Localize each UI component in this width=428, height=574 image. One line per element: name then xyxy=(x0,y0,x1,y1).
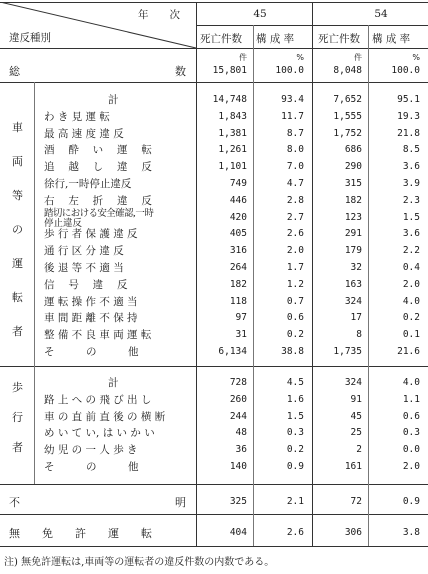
deaths-45: 749 xyxy=(229,178,247,189)
deaths-45: 97 xyxy=(235,312,247,324)
rule-after-pedestrians xyxy=(0,484,428,485)
deaths-45: 264 xyxy=(229,262,247,273)
category-header-label: 違反種別 xyxy=(9,32,51,44)
ratio-45: 1.7 xyxy=(286,262,304,273)
ratio-54: 0.3 xyxy=(402,427,420,439)
deaths-45: 182 xyxy=(229,278,247,290)
group-label-char: の xyxy=(12,223,23,236)
ratio-54: 1.1 xyxy=(402,393,420,405)
ratio-45: 0.2 xyxy=(286,329,304,341)
deaths-45: 244 xyxy=(229,410,247,422)
unlicensed-deaths-54: 306 xyxy=(344,527,362,538)
deaths-54: 7,652 xyxy=(333,94,362,105)
deaths-54: 291 xyxy=(344,228,362,240)
deaths-54: 161 xyxy=(344,461,362,472)
ratio-54: 2.0 xyxy=(402,278,420,290)
deaths-54: 123 xyxy=(344,211,362,223)
unlicensed-ratio-45: 2.6 xyxy=(286,527,304,538)
ratio-54: 0.1 xyxy=(402,329,420,341)
ratio-45: 0.6 xyxy=(286,312,304,324)
unknown-deaths-45: 325 xyxy=(229,496,247,507)
group-label-char: 歩 xyxy=(12,381,23,394)
unknown-deaths-54: 72 xyxy=(350,496,362,507)
unit-pct-54: % xyxy=(412,53,420,62)
ratio-54: 0.6 xyxy=(402,410,420,422)
ratio-54: 4.0 xyxy=(402,377,420,388)
deaths-45: 1,261 xyxy=(218,144,247,156)
ratio-45: 0.9 xyxy=(286,461,304,472)
row-label: 酒 酔 い 運 転 xyxy=(44,144,152,157)
deaths-45: 14,748 xyxy=(212,94,247,105)
row-label: そ の 他 xyxy=(44,461,139,473)
ratio-54-col-header: 構 成 率 xyxy=(372,33,411,45)
ratio-54: 21.8 xyxy=(397,127,420,139)
deaths-54: 163 xyxy=(344,278,362,290)
deaths-45: 420 xyxy=(229,211,247,223)
group-label-char: 者 xyxy=(12,325,23,338)
year-header-label: 年 次 xyxy=(138,9,180,21)
row-label: 整 備 不 良 車 両 運 転 xyxy=(44,329,152,342)
ratio-45: 4.7 xyxy=(286,178,304,189)
ratio-45: 1.5 xyxy=(286,410,304,422)
ratio-54: 3.9 xyxy=(402,178,420,189)
group-label-char: 転 xyxy=(12,291,23,304)
ratio-45: 2.8 xyxy=(286,194,304,206)
row-label-cont: 停止違反 xyxy=(44,217,83,229)
total-label-left: 総 xyxy=(9,65,20,78)
deaths-45: 446 xyxy=(229,194,247,206)
year-45-header: 45 xyxy=(253,8,267,20)
unknown-label-right: 明 xyxy=(175,496,186,509)
deaths-54: 315 xyxy=(344,178,362,189)
row-label: そ の 他 xyxy=(44,346,139,358)
row-label: 信 号 違 反 xyxy=(44,278,128,291)
deaths-45: 31 xyxy=(235,329,247,341)
unlicensed-label: 無 免 許 運 転 xyxy=(9,527,152,540)
ratio-54: 2.0 xyxy=(402,461,420,472)
deaths-54: 324 xyxy=(344,377,362,388)
ratio-54: 0.0 xyxy=(402,444,420,456)
deaths-45: 1,381 xyxy=(218,127,247,139)
row-label: め い て い, は い か い xyxy=(44,427,155,440)
deaths-45: 260 xyxy=(229,393,247,405)
row-label: 通 行 区 分 違 反 xyxy=(44,245,124,258)
deaths-45: 6,134 xyxy=(218,346,247,357)
ratio-45-col-header: 構 成 率 xyxy=(256,33,295,45)
deaths-54: 1,752 xyxy=(333,127,362,139)
ratio-45: 38.8 xyxy=(281,346,304,357)
deaths-45: 316 xyxy=(229,245,247,257)
ratio-54: 95.1 xyxy=(397,94,420,105)
deaths-45-col-header: 死亡件数 xyxy=(200,33,242,45)
total-deaths-45: 15,801 xyxy=(212,65,247,76)
group-label-char: 両 xyxy=(12,155,23,168)
deaths-54: 17 xyxy=(350,312,362,324)
ratio-45: 7.0 xyxy=(286,161,304,173)
deaths-45: 1,843 xyxy=(218,110,247,122)
deaths-54: 91 xyxy=(350,393,362,405)
rule-bottom xyxy=(0,546,428,547)
ratio-54: 3.6 xyxy=(402,161,420,173)
ratio-45: 0.2 xyxy=(286,444,304,456)
group-label-char: 車 xyxy=(12,121,23,134)
row-label: 路 上 へ の 飛 び 出 し xyxy=(44,393,152,406)
row-label: 最 高 速 度 違 反 xyxy=(44,127,124,140)
unknown-ratio-54: 0.9 xyxy=(402,496,420,507)
row-label: 徐行,一時停止違反 xyxy=(44,178,132,190)
deaths-45: 118 xyxy=(229,295,247,307)
ratio-54: 1.5 xyxy=(402,211,420,223)
unit-count-45: 件 xyxy=(239,53,247,62)
vline-54-ratio xyxy=(368,25,369,546)
unknown-ratio-45: 2.1 xyxy=(286,496,304,507)
deaths-54: 32 xyxy=(350,262,362,273)
deaths-54: 324 xyxy=(344,295,362,307)
deaths-54: 1,555 xyxy=(333,110,362,122)
deaths-54: 25 xyxy=(350,427,362,439)
ratio-45: 1.6 xyxy=(286,393,304,405)
ratio-45: 93.4 xyxy=(281,94,304,105)
deaths-45: 728 xyxy=(229,377,247,388)
total-ratio-54: 100.0 xyxy=(391,65,420,76)
total-label-right: 数 xyxy=(175,65,186,78)
deaths-54: 179 xyxy=(344,245,362,257)
deaths-45: 48 xyxy=(235,427,247,439)
vline-45-ratio xyxy=(253,25,254,546)
group-label-char: 者 xyxy=(12,441,23,454)
deaths-54: 8 xyxy=(356,329,362,341)
row-label: 幼 児 の 一 人 歩 き xyxy=(44,444,138,457)
row-label: わ き 見 運 転 xyxy=(44,110,110,123)
deaths-54: 1,735 xyxy=(333,346,362,357)
ratio-45: 4.5 xyxy=(286,377,304,388)
deaths-54-col-header: 死亡件数 xyxy=(318,33,360,45)
ratio-45: 8.7 xyxy=(286,127,304,139)
row-label-subtotal: 計 xyxy=(108,94,119,106)
ratio-54: 2.2 xyxy=(402,245,420,257)
total-deaths-54: 8,048 xyxy=(333,65,362,76)
vline-ped-group xyxy=(34,366,35,484)
ratio-45: 0.7 xyxy=(286,295,304,307)
ratio-54: 0.4 xyxy=(402,262,420,273)
unit-count-54: 件 xyxy=(354,53,362,62)
ratio-54: 21.6 xyxy=(397,346,420,357)
row-label: 踏切における安全確認,一時 xyxy=(44,207,154,219)
ratio-45: 2.6 xyxy=(286,228,304,240)
ratio-45: 11.7 xyxy=(281,110,304,122)
ratio-45: 2.0 xyxy=(286,245,304,257)
ratio-45: 0.3 xyxy=(286,427,304,439)
row-label: 後 退 等 不 適 当 xyxy=(44,262,124,274)
group-label-char: 運 xyxy=(12,257,23,270)
vline-year-split xyxy=(312,2,313,546)
ratio-54: 3.6 xyxy=(402,228,420,240)
deaths-54: 2 xyxy=(356,444,362,456)
rule-after-unknown xyxy=(0,514,428,515)
vline-driver-group xyxy=(34,82,35,366)
row-label: 車 間 距 離 不 保 持 xyxy=(44,312,138,325)
deaths-54: 686 xyxy=(344,144,362,156)
row-label: 追 越 し 違 反 xyxy=(44,161,152,174)
total-ratio-45: 100.0 xyxy=(275,65,304,76)
row-label: 運 転 操 作 不 適 当 xyxy=(44,295,138,308)
ratio-54: 19.3 xyxy=(397,110,420,122)
unlicensed-deaths-45: 404 xyxy=(229,527,247,538)
deaths-54: 290 xyxy=(344,161,362,173)
row-label-subtotal: 計 xyxy=(108,377,119,389)
header-diagonal xyxy=(0,2,197,49)
deaths-45: 36 xyxy=(235,444,247,456)
rule-after-drivers xyxy=(0,366,428,367)
ratio-54: 8.5 xyxy=(402,144,420,156)
group-label-char: 行 xyxy=(12,411,23,424)
deaths-45: 1,101 xyxy=(218,161,247,173)
ratio-54: 0.2 xyxy=(402,312,420,324)
deaths-45: 405 xyxy=(229,228,247,240)
ratio-45: 2.7 xyxy=(286,211,304,223)
footnote: 注) 無免許運転は,車両等の運転者の違反件数の内数である。 xyxy=(4,557,275,568)
row-label: 右 左 折 違 反 xyxy=(44,194,152,207)
row-label: 歩 行 者 保 護 違 反 xyxy=(44,228,138,241)
vline-label-col xyxy=(196,2,197,546)
ratio-45: 1.2 xyxy=(286,278,304,290)
row-label: 車 の 直 前 直 後 の 横 断 xyxy=(44,410,166,423)
deaths-45: 140 xyxy=(229,461,247,472)
rule-after-total xyxy=(0,82,428,83)
unknown-label-left: 不 xyxy=(9,496,20,509)
deaths-54: 45 xyxy=(350,410,362,422)
ratio-45: 8.0 xyxy=(286,144,304,156)
unlicensed-ratio-54: 3.8 xyxy=(402,527,420,538)
deaths-54: 182 xyxy=(344,194,362,206)
ratio-54: 2.3 xyxy=(402,194,420,206)
year-54-header: 54 xyxy=(374,8,388,20)
ratio-54: 4.0 xyxy=(402,295,420,307)
unit-pct-45: % xyxy=(296,53,304,62)
group-label-char: 等 xyxy=(12,189,23,202)
